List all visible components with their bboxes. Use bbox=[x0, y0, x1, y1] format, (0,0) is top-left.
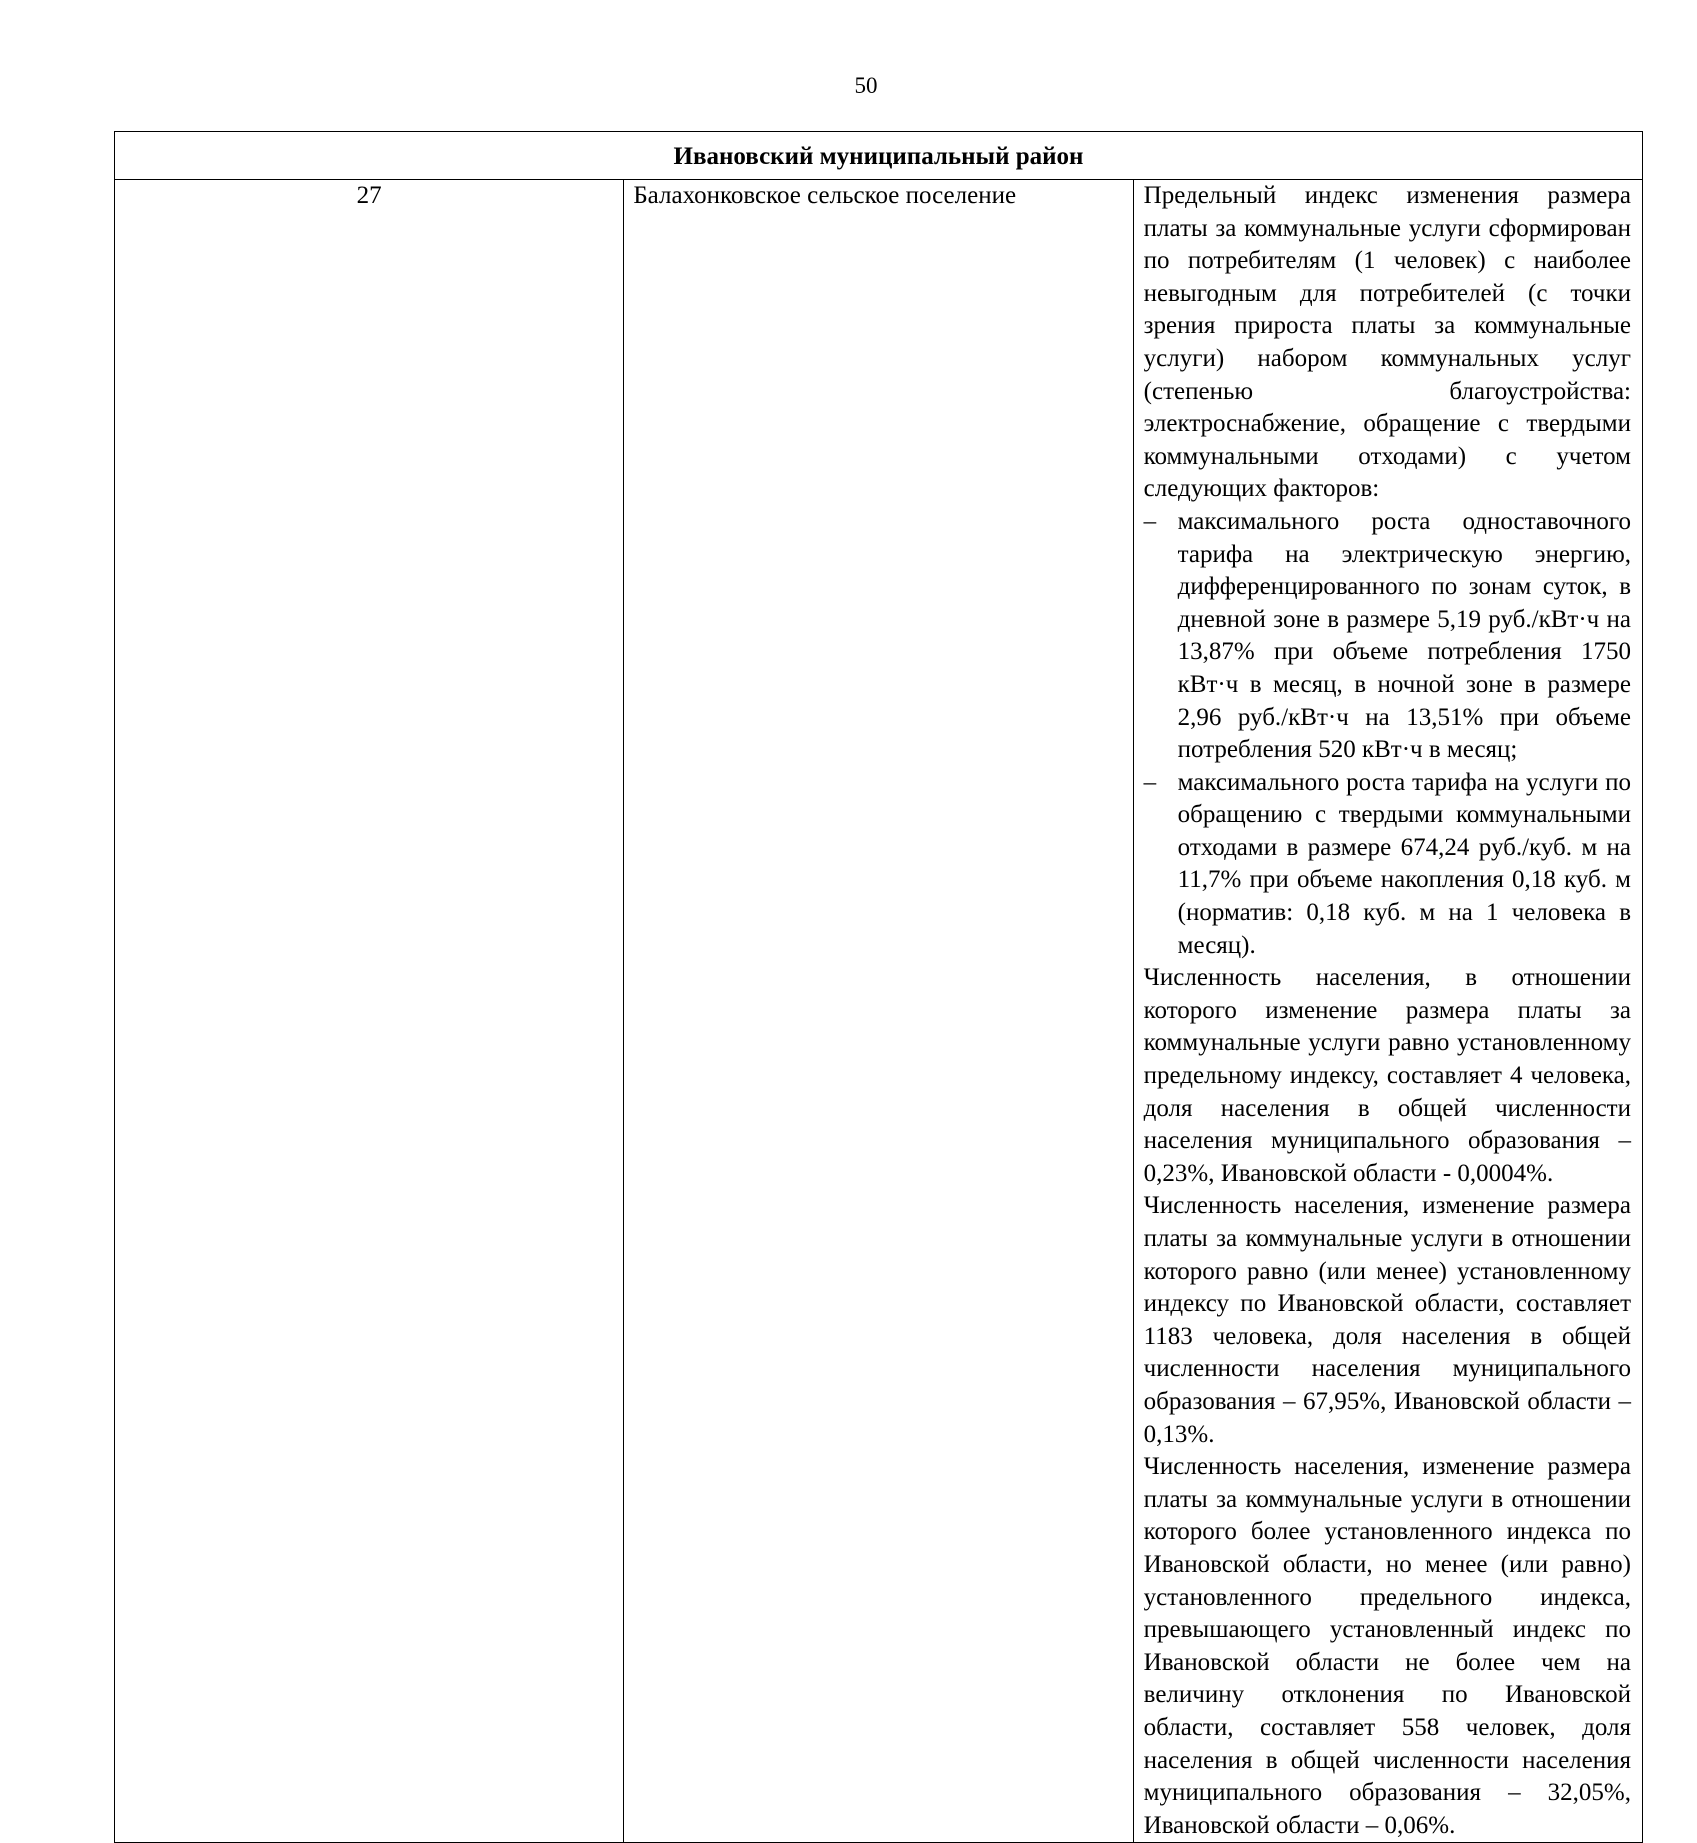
district-header: Ивановский муниципальный район bbox=[115, 132, 1643, 180]
population-paragraph-limit-index: Численность населения, в отношении которого изменение размера платы за коммунальные услуги равно установленному предельному индексу, составляет 4 человека, доля населения в общей численности населения муниципального образования – 0,23%, Ивановской области - 0,0004%. bbox=[1143, 964, 1631, 1187]
bullet-dash: – bbox=[1143, 768, 1157, 796]
factor-bullet-electricity bbox=[1144, 506, 1631, 767]
factor-bullet-waste bbox=[1144, 767, 1631, 963]
table-row bbox=[115, 180, 1643, 1843]
description-cell bbox=[1133, 180, 1642, 1843]
population-paragraph-above-index: Численность населения, изменение размера платы за коммунальные услуги в отношении которого более установленного индекса по Ивановской области, но менее (или равно) установленного предельного индекса, превышающего установленный индекс по Ивановской области не более чем на величину отклонения по Ивановской области, составляет 558 человек, доля населения в общей численности населения муниципального образования – 32,05%, Ивановской области – 0,06%. bbox=[1143, 1453, 1631, 1839]
population-paragraph-below-index: Численность населения, изменение размера платы за коммунальные услуги в отношении которого равно (или менее) установленному индексу по Ивановской области, составляет 1183 человека, доля населения в общей численности населения муниципального образования – 67,95%, Ивановской области – 0,13%. bbox=[1143, 1192, 1631, 1448]
settlement-name: Балахонковское сельское поселение bbox=[624, 180, 1133, 1843]
district-table bbox=[114, 131, 1643, 1843]
page-number: 50 bbox=[854, 73, 878, 98]
bullet-text: максимального роста одноставочного тарифа на электрическую энергию, дифференцированного по зонам суток, в дневной зоне в размере 5,19 руб./кВт·ч на 13,87% при объеме потребления 1750 кВт·ч в месяц, в ночной зоне в размере 2,96 руб./кВт·ч на 13,51% при объеме потребления 520 кВт·ч в месяц; bbox=[1177, 507, 1631, 764]
bullet-text: максимального роста тарифа на услуги по обращению с твердыми коммунальными отходами в размере 674,24 руб./куб. м на 11,7% при объеме накопления 0,18 куб. м (норматив: 0,18 куб. м на 1 человека в месяц). bbox=[1177, 768, 1631, 959]
intro-paragraph: Предельный индекс изменения размера платы за коммунальные услуги сформирован по потребителям (1 человек) с наиболее невыгодным для потребителей (с точки зрения прироста платы за коммунальные услуги) набором коммунальных услуг (степенью благоустройства: электроснабжение, обращение с твердыми коммунальными отходами) с учетом следующих факторов: bbox=[1143, 182, 1631, 503]
row-number: 27 bbox=[115, 180, 624, 1843]
bullet-dash: – bbox=[1143, 507, 1157, 535]
district-header-row bbox=[115, 132, 1643, 180]
